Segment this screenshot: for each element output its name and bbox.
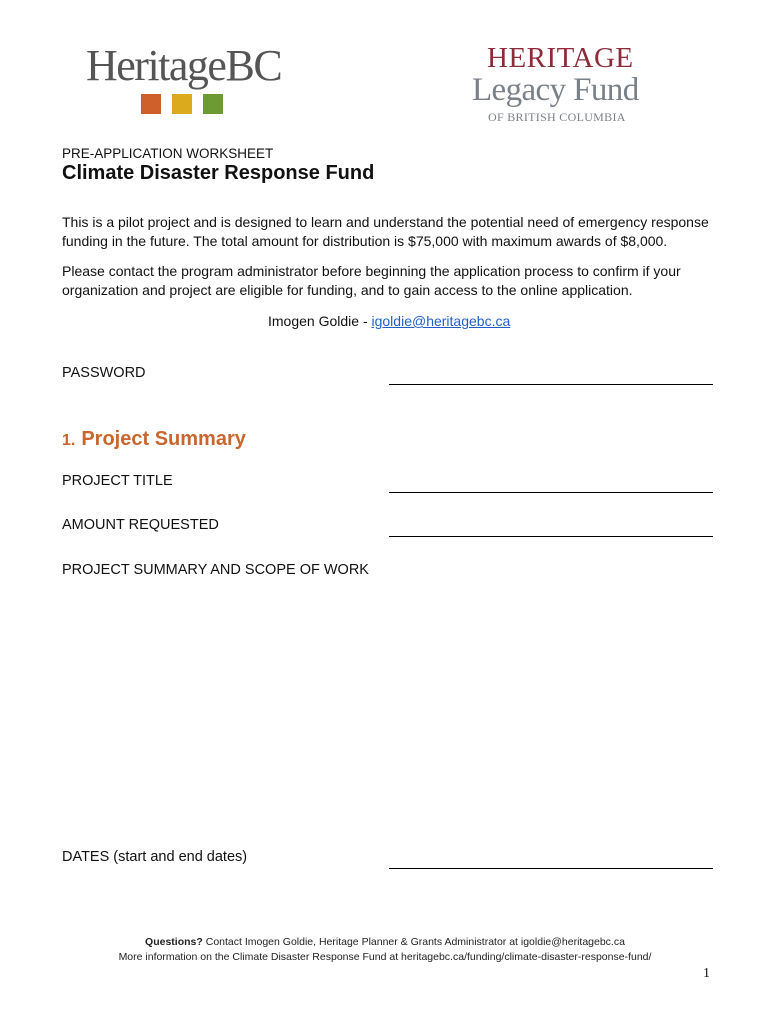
legacy-fund-logo-subtitle: OF BRITISH COLUMBIA (488, 110, 626, 124)
project-title-field[interactable] (389, 492, 713, 493)
amount-requested-field[interactable] (389, 536, 713, 537)
project-summary-label: PROJECT SUMMARY AND SCOPE OF WORK (62, 562, 369, 578)
intro-paragraph-1: This is a pilot project and is designed to learn and understand the potential need of emergency response funding in the future. The total amount for distribution is $75,000 with maximum awards of $8,000. (62, 214, 709, 249)
dates-label: DATES (start and end dates) (62, 849, 248, 865)
heritage-bc-logo: HeritageBC (86, 41, 282, 90)
intro-paragraph-2: Please contact the program administrator before beginning the application process to confirm if your organization and project are eligible for funding, and to gain access to the online application. (62, 263, 681, 298)
password-field[interactable] (389, 384, 713, 385)
amount-requested-label: AMOUNT REQUESTED (62, 517, 219, 533)
logo-square-yellow (172, 94, 192, 114)
project-summary-area[interactable] (62, 584, 713, 839)
worksheet-kicker: PRE-APPLICATION WORKSHEET (62, 146, 274, 161)
legacy-fund-logo-name: Legacy Fund (472, 72, 639, 108)
footer-questions-bold: Questions? (145, 936, 203, 948)
page-number: 1 (703, 966, 710, 981)
contact-name: Imogen Goldie - (268, 313, 372, 329)
contact-email-link[interactable]: igoldie@heritagebc.ca (371, 313, 511, 329)
password-label: PASSWORD (62, 365, 146, 381)
section-title: Project Summary (81, 428, 246, 450)
page-title: Climate Disaster Response Fund (62, 162, 375, 184)
contact-line (268, 313, 510, 329)
logo-square-orange (141, 94, 161, 114)
logo-square-green (203, 94, 223, 114)
section-number: 1. (62, 432, 76, 449)
footer-more-info: More information on the Climate Disaster Response Fund at heritagebc.ca/funding/climate-disaster-response-fund/ (118, 951, 652, 963)
footer-questions-text: Contact Imogen Goldie, Heritage Planner & Grants Administrator at igoldie@heritagebc.ca (202, 936, 625, 948)
legacy-fund-logo-heritage: HERITAGE (487, 42, 634, 74)
project-title-label: PROJECT TITLE (62, 473, 173, 489)
section-heading-project-summary (62, 428, 246, 451)
footer-questions (0, 936, 770, 948)
dates-field[interactable] (389, 868, 713, 869)
